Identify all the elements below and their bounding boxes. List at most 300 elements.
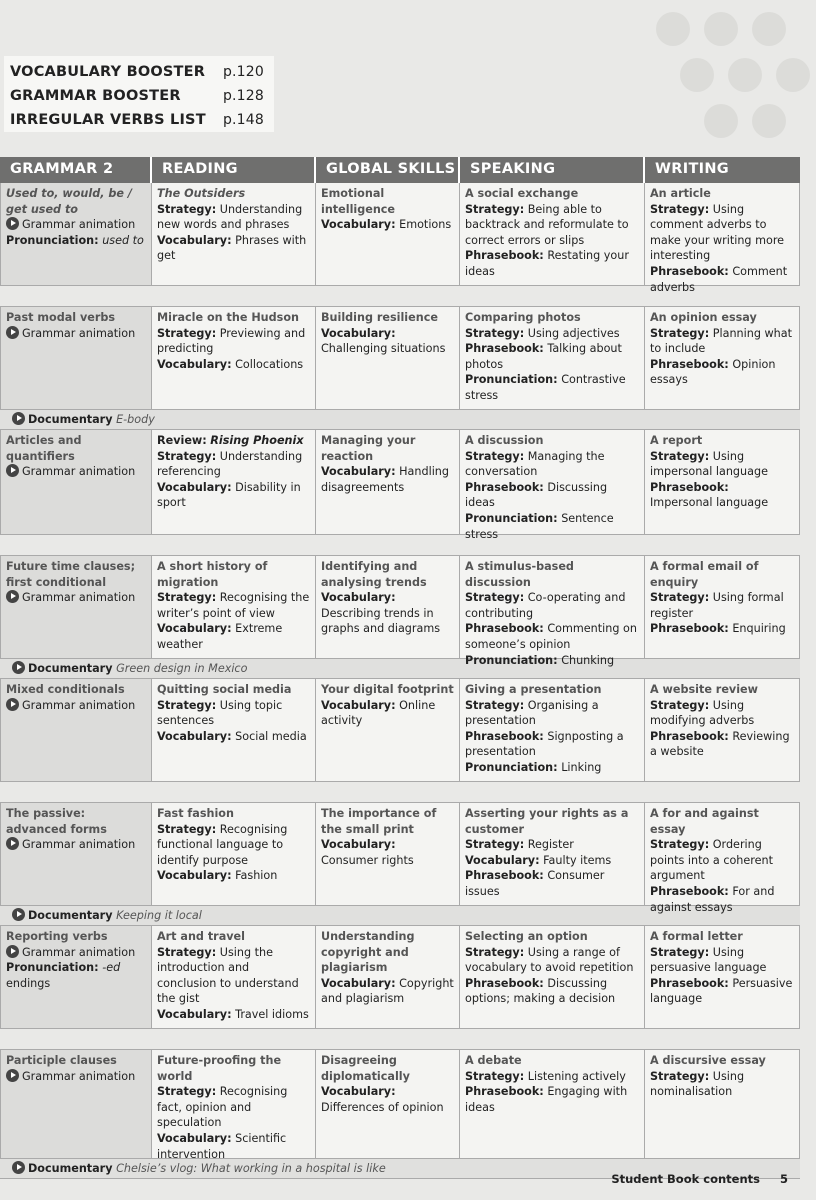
grammar-cell <box>0 307 152 409</box>
strategy-line <box>465 837 639 853</box>
phrasebook-label: Phrasebook: <box>465 729 544 743</box>
global-title: Emotional intelligence <box>321 187 396 216</box>
page-number: 5 <box>779 1172 788 1186</box>
writing-title-line <box>650 1053 794 1069</box>
pronunciation-line <box>465 653 639 669</box>
documentary-label: Documentary <box>28 1162 113 1175</box>
strategy-line <box>650 326 794 357</box>
pronunciation-text-after: endings <box>6 976 51 990</box>
grammar-title: The passive: advanced forms <box>6 807 107 836</box>
grammar-title-line <box>6 682 146 698</box>
strategy-label: Strategy: <box>157 822 217 836</box>
speaking-title-line <box>465 559 639 590</box>
writing-title-line <box>650 929 794 945</box>
grammar-animation-link[interactable] <box>6 1069 146 1085</box>
table-body <box>0 183 800 1179</box>
global-title-line <box>321 559 454 590</box>
strategy-line <box>157 202 310 233</box>
play-icon <box>6 1069 19 1082</box>
grammar-cell <box>0 1050 152 1158</box>
phrasebook-text: Consumer issues <box>465 869 605 898</box>
strategy-line <box>465 449 639 480</box>
decorative-dots <box>516 0 816 150</box>
speaking-cell <box>460 556 645 667</box>
booster-row <box>10 60 268 84</box>
strategy-line <box>465 202 639 249</box>
vocabulary-text: Consumer rights <box>321 853 414 867</box>
vocabulary-line <box>465 853 639 869</box>
strategy-text: Using nominalisation <box>650 1069 745 1099</box>
grammar-title-line <box>6 559 146 590</box>
strategy-label: Strategy: <box>157 1085 217 1099</box>
strategy-text: Managing the conversation <box>465 449 605 479</box>
vocabulary-label: Vocabulary: <box>157 1131 232 1145</box>
reading-cell <box>152 430 316 534</box>
vocabulary-label: Vocabulary: <box>157 729 232 743</box>
phrasebook-text: Discussing options; making a decision <box>465 976 616 1006</box>
reading-title: The Outsiders <box>157 187 246 200</box>
vocabulary-line <box>157 621 310 652</box>
booster-page: p.120 <box>222 64 264 80</box>
phrasebook-label: Phrasebook: <box>465 249 544 263</box>
strategy-text: Recognising functional language to identify purpose <box>157 822 288 867</box>
vocabulary-line <box>157 868 310 884</box>
strategy-label: Strategy: <box>157 326 217 340</box>
documentary-title: Green design in Mexico <box>116 662 248 675</box>
documentary-label: Documentary <box>28 662 113 675</box>
vocabulary-label: Vocabulary: <box>157 480 232 494</box>
pronunciation-label: Pronunciation: <box>465 653 558 667</box>
writing-title: A formal email of enquiry <box>650 560 759 589</box>
pronunciation-line <box>6 233 146 249</box>
phrasebook-text: Opinion essays <box>650 357 776 387</box>
grammar-animation-label: Grammar animation <box>22 218 136 232</box>
play-icon <box>6 217 19 230</box>
booster-row <box>10 84 268 108</box>
writing-title: A formal letter <box>650 930 743 943</box>
phrasebook-line <box>465 1084 639 1115</box>
vocabulary-text: Describing trends in graphs and diagrams <box>321 606 441 636</box>
phrasebook-label: Phrasebook: <box>465 976 544 990</box>
documentary-label: Documentary <box>28 909 113 922</box>
vocabulary-line <box>157 233 310 264</box>
strategy-label: Strategy: <box>650 945 710 959</box>
play-icon <box>12 908 25 921</box>
strategy-line <box>465 326 639 342</box>
strategy-label: Strategy: <box>650 698 710 712</box>
strategy-line <box>650 202 794 264</box>
phrasebook-text: Comment adverbs <box>650 264 788 294</box>
strategy-label: Strategy: <box>157 591 217 605</box>
vocabulary-text: Phrases with get <box>157 233 307 263</box>
strategy-label: Strategy: <box>157 698 217 712</box>
vocabulary-text: Differences of opinion <box>321 1100 444 1114</box>
documentary-title: Chelsie’s vlog: What working in a hospital is like <box>116 1162 386 1175</box>
vocabulary-line <box>157 729 310 745</box>
writing-title: An article <box>650 187 711 200</box>
grammar-title-line <box>6 186 146 217</box>
vocabulary-line <box>157 480 310 511</box>
global-title: Building resilience <box>321 311 438 324</box>
vocabulary-line <box>321 217 454 233</box>
table-row <box>0 430 800 541</box>
strategy-line <box>465 1069 639 1085</box>
phrasebook-line <box>650 621 794 637</box>
table-row <box>0 183 800 294</box>
strategy-label: Strategy: <box>465 326 525 340</box>
grammar-animation-link[interactable] <box>6 837 146 853</box>
strategy-text: Using persuasive language <box>650 945 767 975</box>
strategy-line <box>650 449 794 480</box>
grammar-title-line <box>6 1053 146 1069</box>
writing-title: A discursive essay <box>650 1054 766 1067</box>
grammar-cell <box>0 430 152 534</box>
vocabulary-label: Vocabulary: <box>157 233 232 247</box>
grammar-animation-link[interactable] <box>6 464 146 480</box>
phrasebook-text: Signposting a presentation <box>465 729 624 759</box>
strategy-line <box>650 1069 794 1100</box>
header-speaking: SPEAKING <box>460 157 645 183</box>
grammar-animation-label: Grammar animation <box>22 326 136 340</box>
play-icon <box>6 326 19 339</box>
strategy-label: Strategy: <box>465 838 525 852</box>
row-spacer <box>0 535 800 556</box>
strategy-line <box>157 590 310 621</box>
strategy-text: Ordering points into a coherent argument <box>650 838 773 883</box>
grammar-animation-label: Grammar animation <box>22 838 136 852</box>
speaking-title: A discussion <box>465 434 544 447</box>
global-cell <box>316 926 460 1028</box>
pronunciation-text: Linking <box>561 760 602 774</box>
page-footer <box>591 1172 788 1186</box>
writing-title-line <box>650 806 794 837</box>
strategy-line <box>157 822 310 869</box>
pronunciation-label: Pronunciation: <box>6 233 99 247</box>
strategy-text: Previewing and predicting <box>157 326 306 356</box>
global-title-line <box>321 929 454 976</box>
global-title: Identifying and analysing trends <box>321 560 427 589</box>
writing-title: An opinion essay <box>650 311 757 324</box>
vocabulary-label: Vocabulary: <box>157 1007 232 1021</box>
speaking-cell <box>460 803 645 905</box>
vocabulary-text: Extreme weather <box>157 622 283 651</box>
vocabulary-label: Vocabulary: <box>321 838 396 852</box>
strategy-text: Using modifying adverbs <box>650 698 755 728</box>
documentary-row[interactable] <box>0 659 800 679</box>
pronunciation-text: Contrastive stress <box>465 373 626 402</box>
reading-title: Fast fashion <box>157 807 234 820</box>
strategy-label: Strategy: <box>157 202 217 216</box>
strategy-line <box>157 449 310 480</box>
vocabulary-line <box>321 326 454 357</box>
speaking-cell <box>460 430 645 541</box>
pronunciation-text: Chunking <box>561 653 615 667</box>
speaking-title-line <box>465 682 639 698</box>
phrasebook-line <box>650 357 794 388</box>
table-row <box>0 803 800 914</box>
phrasebook-label: Phrasebook: <box>465 622 544 636</box>
phrasebook-label: Phrasebook: <box>465 1085 544 1099</box>
speaking-cell <box>460 1050 645 1158</box>
strategy-text: Organising a presentation <box>465 698 599 728</box>
phrasebook-line <box>465 729 639 760</box>
phrasebook-label: Phrasebook: <box>650 622 729 636</box>
strategy-label: Strategy: <box>157 945 217 959</box>
footer-label: Student Book contents <box>611 1172 760 1186</box>
vocabulary-label: Vocabulary: <box>157 869 232 883</box>
table-row <box>0 1050 800 1159</box>
strategy-line <box>650 837 794 884</box>
phrasebook-line <box>650 976 794 1007</box>
global-title: Managing your reaction <box>321 434 416 463</box>
strategy-label: Strategy: <box>465 202 525 216</box>
vocabulary-label: Vocabulary: <box>321 218 396 232</box>
grammar-animation-link[interactable] <box>6 698 146 714</box>
vocabulary-text: Faulty items <box>543 853 612 867</box>
writing-cell <box>645 926 800 1028</box>
strategy-text: Understanding new words and phrases <box>157 202 303 232</box>
grammar-title-line <box>6 929 146 945</box>
header-reading: READING <box>152 157 316 183</box>
writing-cell <box>645 183 800 294</box>
grammar-title: Used to, would, be / get used to <box>6 187 132 216</box>
grammar-title: Future time clauses; first conditional <box>6 560 136 589</box>
vocabulary-text: Collocations <box>235 357 304 371</box>
speaking-cell <box>460 679 645 781</box>
grammar-title: Articles and quantifiers <box>6 434 82 463</box>
pronunciation-text: -ed <box>102 961 121 975</box>
strategy-text: Being able to backtrack and reformulate to correct errors or slips <box>465 202 629 247</box>
vocabulary-label: Vocabulary: <box>321 698 396 712</box>
strategy-text: Understanding referencing <box>157 449 303 479</box>
phrasebook-text: Discussing ideas <box>465 480 608 510</box>
reading-cell <box>152 556 316 658</box>
vocabulary-text: Social media <box>235 729 307 743</box>
pronunciation-line <box>6 960 146 991</box>
vocabulary-text: Travel idioms <box>235 1007 309 1021</box>
strategy-line <box>465 590 639 621</box>
speaking-title-line <box>465 806 639 837</box>
grammar-animation-link[interactable] <box>6 945 146 961</box>
reading-cell <box>152 926 316 1028</box>
pronunciation-line <box>465 372 639 403</box>
table-row <box>0 556 800 667</box>
strategy-text: Listening actively <box>527 1069 626 1083</box>
phrasebook-line <box>465 341 639 372</box>
pronunciation-line <box>465 511 639 542</box>
phrasebook-label: Phrasebook: <box>650 264 729 278</box>
play-icon <box>6 837 19 850</box>
phrasebook-line <box>465 868 639 899</box>
vocabulary-text: Emotions <box>399 218 452 232</box>
reading-cell <box>152 183 316 285</box>
documentary-title: E-body <box>116 413 155 426</box>
vocabulary-line <box>157 1007 310 1023</box>
strategy-text: Using a range of vocabulary to avoid repetition <box>465 945 634 975</box>
strategy-label: Strategy: <box>650 449 710 463</box>
reading-title: Rising Phoenix <box>210 434 304 447</box>
header-grammar: GRAMMAR 2 <box>0 157 152 183</box>
reading-cell <box>152 803 316 905</box>
table-row <box>0 307 800 410</box>
phrasebook-line <box>465 621 639 652</box>
pronunciation-label: Pronunciation: <box>465 373 558 387</box>
phrasebook-line <box>650 884 794 915</box>
writing-title-line <box>650 559 794 590</box>
reading-title-line <box>157 310 310 326</box>
strategy-line <box>465 698 639 729</box>
table-row <box>0 679 800 782</box>
phrasebook-line <box>650 264 794 295</box>
strategy-line <box>650 945 794 976</box>
speaking-title: A stimulus-based discussion <box>465 560 574 589</box>
speaking-cell <box>460 183 645 285</box>
grammar-title-line <box>6 310 146 326</box>
strategy-label: Strategy: <box>650 1069 710 1083</box>
grammar-title: Participle clauses <box>6 1054 117 1067</box>
strategy-line <box>465 945 639 976</box>
strategy-text: Using impersonal language <box>650 449 768 479</box>
play-icon <box>6 698 19 711</box>
phrasebook-text: Talking about photos <box>465 342 622 371</box>
global-title-line <box>321 433 454 464</box>
booster-index <box>4 56 274 132</box>
grammar-cell <box>0 556 152 658</box>
phrasebook-label: Phrasebook: <box>465 869 544 883</box>
strategy-text: Using adjectives <box>527 326 620 340</box>
reading-title-line <box>157 929 310 945</box>
table-row <box>0 926 800 1029</box>
grammar-animation-label: Grammar animation <box>22 698 136 712</box>
grammar-animation-link[interactable] <box>6 217 146 233</box>
vocabulary-label: Vocabulary: <box>321 465 396 479</box>
vocabulary-text: Online activity <box>321 698 436 728</box>
grammar-title-line <box>6 433 146 464</box>
booster-label: GRAMMAR BOOSTER <box>10 88 181 104</box>
pronunciation-label: Pronunciation: <box>465 511 558 525</box>
reading-cell <box>152 679 316 781</box>
reading-cell <box>152 1050 316 1161</box>
reading-title: Art and travel <box>157 930 245 943</box>
pronunciation-text: used to <box>102 233 144 247</box>
writing-cell <box>645 1050 800 1158</box>
reading-title-line <box>157 682 310 698</box>
vocabulary-text: Disability in sport <box>157 480 301 510</box>
grammar-animation-label: Grammar animation <box>22 591 136 605</box>
phrasebook-text: Engaging with ideas <box>465 1085 628 1114</box>
vocabulary-line <box>157 1131 310 1162</box>
speaking-title: Selecting an option <box>465 930 588 943</box>
phrasebook-label: Phrasebook: <box>650 480 729 494</box>
strategy-label: Strategy: <box>650 326 710 340</box>
vocabulary-label: Vocabulary: <box>465 853 540 867</box>
speaking-title: Giving a presentation <box>465 683 602 696</box>
vocabulary-line <box>321 464 454 495</box>
writing-title-line <box>650 682 794 698</box>
grammar-cell <box>0 679 152 781</box>
grammar-title: Reporting verbs <box>6 930 108 943</box>
strategy-text: Register <box>527 838 574 852</box>
header-global-skills: GLOBAL SKILLS <box>316 157 460 183</box>
global-title-line <box>321 310 454 326</box>
vocabulary-line <box>321 976 454 1007</box>
phrasebook-label: Phrasebook: <box>650 357 729 371</box>
global-cell <box>316 556 460 658</box>
vocabulary-line <box>321 837 454 868</box>
global-title: Disagreeing diplomatically <box>321 1054 410 1083</box>
grammar-cell <box>0 926 152 1028</box>
reading-title-line <box>157 1053 310 1084</box>
grammar-animation-link[interactable] <box>6 326 146 342</box>
reading-title-line <box>157 186 310 202</box>
speaking-title-line <box>465 929 639 945</box>
strategy-text: Using topic sentences <box>157 698 283 728</box>
play-icon <box>12 412 25 425</box>
grammar-cell <box>0 183 152 285</box>
writing-cell <box>645 803 800 914</box>
vocabulary-label: Vocabulary: <box>157 357 232 371</box>
reading-title-line <box>157 559 310 590</box>
strategy-text: Recognising fact, opinion and speculation <box>157 1085 288 1130</box>
phrasebook-text: Restating your ideas <box>465 249 629 278</box>
global-cell <box>316 430 460 534</box>
global-cell <box>316 679 460 781</box>
documentary-title: Keeping it local <box>116 909 202 922</box>
strategy-label: Strategy: <box>465 591 525 605</box>
reading-title: A short history of migration <box>157 560 268 589</box>
speaking-title: A social exchange <box>465 187 579 200</box>
speaking-cell <box>460 307 645 409</box>
play-icon <box>6 945 19 958</box>
speaking-title-line <box>465 1053 639 1069</box>
reading-title: Future-proofing the world <box>157 1054 282 1083</box>
reading-cell <box>152 307 316 409</box>
grammar-animation-label: Grammar animation <box>22 1069 136 1083</box>
vocabulary-text: Copyright and plagiarism <box>321 976 454 1006</box>
grammar-title: Past modal verbs <box>6 311 116 324</box>
phrasebook-text: Persuasive language <box>650 976 793 1006</box>
play-icon <box>12 1161 25 1174</box>
phrasebook-line <box>650 729 794 760</box>
strategy-line <box>157 326 310 357</box>
vocabulary-text: Handling disagreements <box>321 465 449 494</box>
global-cell <box>316 307 460 409</box>
grammar-title: Mixed conditionals <box>6 683 125 696</box>
strategy-text: Recognising the writer’s point of view <box>157 591 310 620</box>
phrasebook-label: Phrasebook: <box>465 480 544 494</box>
vocabulary-text: Fashion <box>235 869 278 883</box>
global-cell <box>316 803 460 905</box>
speaking-title-line <box>465 186 639 202</box>
pronunciation-label: Pronunciation: <box>465 760 558 774</box>
documentary-row[interactable] <box>0 410 800 430</box>
grammar-animation-link[interactable] <box>6 590 146 606</box>
strategy-label: Strategy: <box>650 591 710 605</box>
phrasebook-label: Phrasebook: <box>650 884 729 898</box>
row-spacer <box>0 782 800 803</box>
pronunciation-label: Pronunciation: <box>6 961 99 975</box>
header-writing: WRITING <box>655 161 729 177</box>
phrasebook-text: Reviewing a website <box>650 729 790 759</box>
reading-title: Miracle on the Hudson <box>157 311 299 324</box>
phrasebook-label: Phrasebook: <box>650 729 729 743</box>
strategy-text: Planning what to include <box>650 326 792 356</box>
vocabulary-text: Scientific intervention <box>157 1131 287 1161</box>
strategy-label: Strategy: <box>465 698 525 712</box>
reading-title-line <box>157 433 310 449</box>
writing-title: A for and against essay <box>650 807 759 836</box>
vocabulary-line <box>321 698 454 729</box>
